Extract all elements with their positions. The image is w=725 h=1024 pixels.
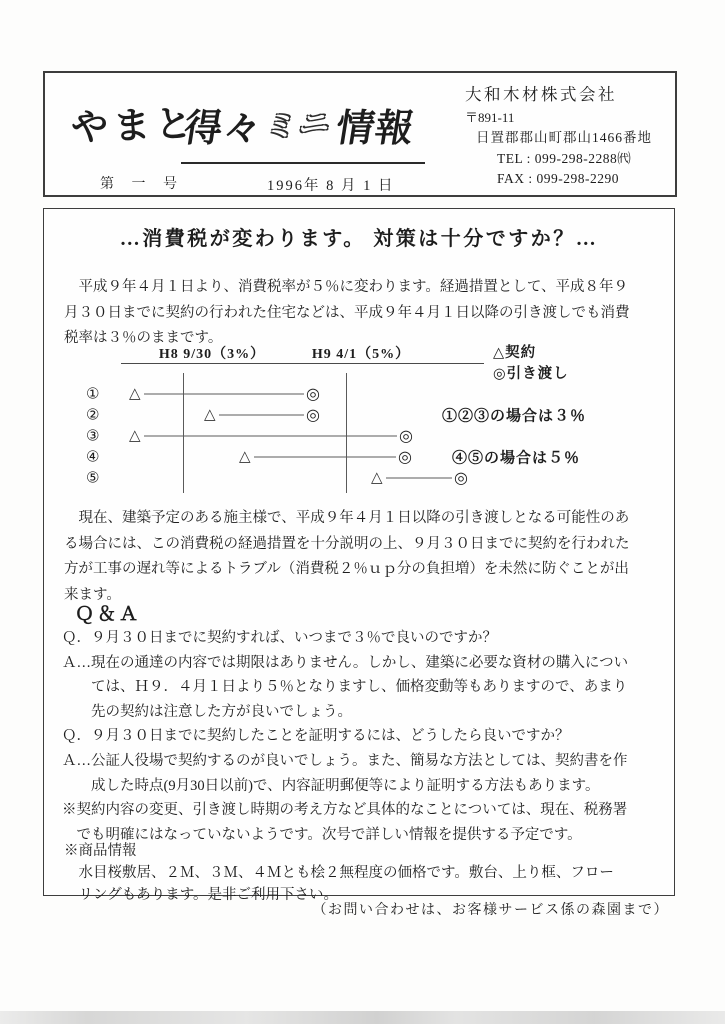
text-line: リングもあります。是非ご利用下さい。 [64,887,339,903]
connector-line [386,478,452,479]
fax-number: FAX : 099-298-2290 [497,171,619,186]
logo-jouhou: 情報 [332,108,418,150]
text-line: Ｑ．９月３０日までに契約すれば、いつまで３％で良いのですか？ [62,630,497,646]
postal-code: 〒891-11 [465,109,515,125]
delivery-bullseye-icon: ◎ [399,425,413,445]
qa-text [62,626,662,847]
product-info [64,840,662,906]
text-line: Ｑ．９月３０日までに契約したことを証明するには、どうしたら良いですか？ [62,728,570,745]
connector-line [144,394,304,395]
delivery-bullseye-icon: ◎ [306,404,320,424]
contact-note: （お問い合わせは、お客様サービス係の森園まで） [312,903,669,918]
article-title: …消費税が変わります。 対策は十分ですか？… [119,228,599,250]
text-line: る場合には、この消費税の経過措置を十分説明の上、９月３０日までに契約を行われた [64,535,630,552]
text-line: ※商品情報 [64,843,137,859]
legend-item-1: ◎引き渡し [493,366,569,382]
text-line: 成した時点(9月30日以前)で、内容証明郵便等により証明する方法もあります。 [62,777,600,794]
text-line: 現在、建築予定のある施主様で、平成９年４月１日以降の引き渡しとなる可能性のあ [64,510,630,526]
contract-triangle-icon: △ [204,404,216,423]
contract-triangle-icon: △ [239,446,251,465]
delivery-bullseye-icon: ◎ [398,446,412,466]
axis-label-1: H9 4/1（5%） [311,347,411,362]
delivery-bullseye-icon: ◎ [454,467,468,487]
rate-note-1: ④⑤の場合は５％ [452,450,581,467]
article-box [43,208,675,903]
text-line: Ａ…公証人役場で契約するのが良いでしょう。また、簡易な方法としては、契約書を作 [62,752,628,769]
tel-number: TEL : 099-298-2288㈹ [497,150,632,166]
text-line: でも明確にはなっていないようです。次号で詳しい情報を提供する予定です。 [62,826,582,843]
logo-toku: 得々 [180,108,266,150]
issue-date: 1996年 8 月 1 日 [267,178,395,194]
text-line: 月３０日までに契約の行われた住宅などは、平成９年４月１日以降の引き渡しでも消費 [64,304,630,321]
company-name: 大和木材株式会社 [465,85,617,104]
company-address: 日置郡郡山町郡山1466番地 [476,130,652,145]
logo-mini: ミニ [262,106,336,145]
text-line: 税率は３％のままです。 [64,330,223,346]
row-number: ⑤ [86,468,100,487]
qa-heading: Ｑ＆Ａ [75,604,142,625]
company-info [465,85,652,190]
text-line: 先の契約は注意した方が良いでしょう。 [62,703,352,720]
connector-line [254,457,396,458]
rate-note-0: ①②③の場合は３％ [442,408,587,425]
timeline-diagram [44,341,674,503]
row-number: ① [86,384,100,403]
text-line: 水目桜敷居、２Ｍ、３Ｍ、４Ｍとも桧２無程度の価格です。敷台、上り框、フロー [64,865,614,881]
text-line: 方が工事の遅れ等によるトラブル（消費税２％ｕｐ分の負担増）を未然に防ぐことが出 [64,561,629,577]
row-number: ③ [86,426,100,445]
text-line: ※契約内容の変更、引き渡し時期の考え方など具体的なことについては、現在、税務署 [62,802,628,819]
masthead-box [43,71,677,197]
brand-logo: やまと [70,101,198,150]
text-line: ては、Ｈ９．４月１日より５％となりますし、価格変動等もありますので、あまり [62,679,628,696]
text-line: 平成９年４月１日より、消費税率が５％に変わります。経過措置として、平成８年９ [64,279,629,295]
date-divider-0 [183,373,184,493]
contract-triangle-icon: △ [371,467,383,486]
connector-line [144,436,397,437]
contract-triangle-icon: △ [129,425,141,444]
connector-line [219,415,304,416]
row-number: ④ [86,447,100,466]
text-line: Ａ…現在の通達の内容では期限はありません。しかし、建築に必要な資材の購入につい [62,654,629,671]
axis-line [121,363,484,364]
text-line: 来ます。 [64,586,121,603]
legend-item-0: △契約 [493,345,537,361]
newsletter-logo [181,97,425,164]
delivery-bullseye-icon: ◎ [306,383,320,403]
scan-artifact-band [0,1011,725,1024]
contract-triangle-icon: △ [129,383,141,402]
date-divider-1 [346,373,347,493]
issue-number: 第 一 号 [100,177,184,192]
axis-label-0: H8 9/30（3%） [158,347,266,362]
row-number: ② [86,405,100,424]
body-paragraph [64,506,662,608]
